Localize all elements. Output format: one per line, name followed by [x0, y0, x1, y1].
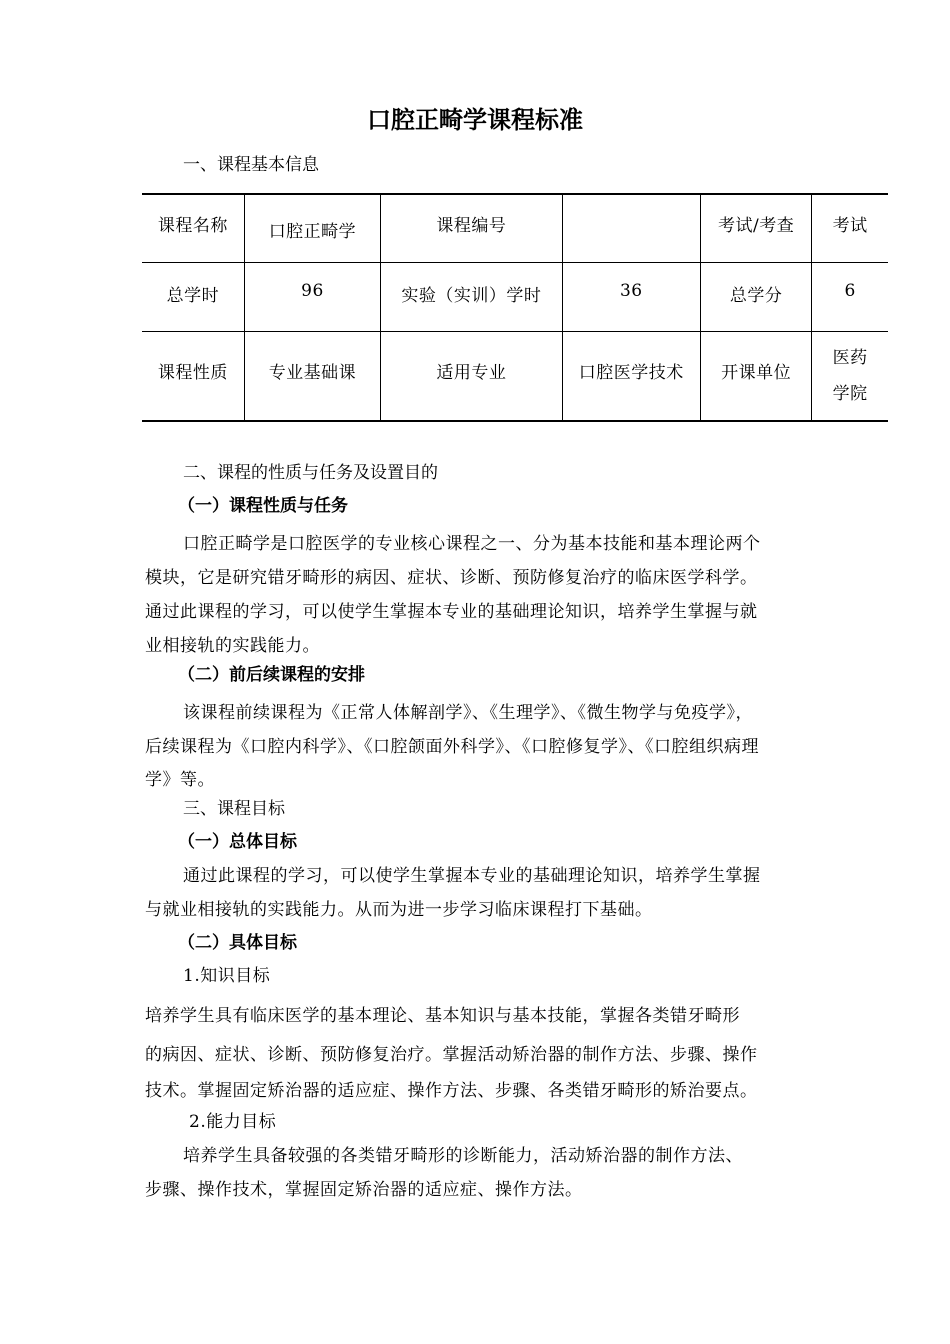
table-cell: 6 [812, 262, 888, 331]
list-item-label: 2.能力目标 [189, 1112, 277, 1132]
table-cell: 口腔正畸学 [244, 194, 380, 262]
table-cell: 开课单位 [700, 331, 811, 421]
table-row [142, 331, 888, 421]
section-heading-basic-info: 一、课程基本信息 [183, 155, 319, 175]
table-cell: 专业基础课 [244, 331, 380, 421]
paragraph-line: 培养学生具备较强的各类错牙畸形的诊断能力，活动矫治器的制作方法、 [183, 1146, 743, 1166]
table-cell: 考试/考查 [700, 194, 811, 262]
table-cell: 医药学院 [812, 331, 888, 421]
paragraph-line: 学》等。 [145, 770, 215, 790]
table-cell: 课程性质 [142, 331, 244, 421]
table-cell: 课程名称 [142, 194, 244, 262]
table-cell [562, 194, 700, 262]
course-info-table [142, 193, 888, 422]
paragraph-line: 的病因、症状、诊断、预防修复治疗。掌握活动矫治器的制作方法、步骤、操作 [145, 1045, 758, 1065]
subsection-heading: （一）课程性质与任务 [178, 496, 348, 516]
section-heading-nature: 二、课程的性质与任务及设置目的 [183, 463, 438, 483]
table-cell: 36 [562, 262, 700, 331]
paragraph-line: 步骤、操作技术，掌握固定矫治器的适应症、操作方法。 [145, 1180, 583, 1200]
paragraph-line: 通过此课程的学习，可以使学生掌握本专业的基础理论知识，培养学生掌握与就 [145, 602, 758, 622]
subsection-heading: （二）具体目标 [178, 933, 297, 953]
table-cell: 适用专业 [381, 331, 562, 421]
subsection-heading: （一）总体目标 [178, 832, 297, 852]
paragraph-line: 口腔正畸学是口腔医学的专业核心课程之一、分为基本技能和基本理论两个 [183, 534, 761, 554]
table-row [142, 262, 888, 331]
paragraph-line: 后续课程为《口腔内科学》、《口腔颌面外科学》、《口腔修复学》、《口腔组织病理 [145, 737, 759, 757]
subsection-heading: （二）前后续课程的安排 [178, 665, 365, 685]
list-item-label: 1.知识目标 [183, 966, 271, 986]
table-cell: 总学分 [700, 262, 811, 331]
table-cell: 考试 [812, 194, 888, 262]
section-heading-goals: 三、课程目标 [183, 799, 285, 819]
paragraph-line: 业相接轨的实践能力。 [145, 636, 320, 656]
table-cell: 总学时 [142, 262, 244, 331]
paragraph-line: 该课程前续课程为《正常人体解剖学》、《生理学》、《微生物学与免疫学》， [183, 703, 753, 723]
paragraph-line: 模块，它是研究错牙畸形的病因、症状、诊断、预防修复治疗的临床医学科学。 [145, 568, 758, 588]
table-row [142, 194, 888, 262]
table-cell: 课程编号 [381, 194, 562, 262]
table-cell: 96 [244, 262, 380, 331]
paragraph-line: 技术。掌握固定矫治器的适应症、操作方法、步骤、各类错牙畸形的矫治要点。 [145, 1081, 758, 1101]
paragraph-line: 通过此课程的学习，可以使学生掌握本专业的基础理论知识，培养学生掌握 [183, 866, 761, 886]
table-cell: 实验（实训）学时 [381, 262, 562, 331]
table-cell: 口腔医学技术 [562, 331, 700, 421]
paragraph-line: 与就业相接轨的实践能力。从而为进一步学习临床课程打下基础。 [145, 900, 653, 920]
paragraph-line: 培养学生具有临床医学的基本理论、基本知识与基本技能，掌握各类错牙畸形 [145, 1006, 740, 1026]
document-title: 口腔正畸学课程标准 [367, 106, 583, 134]
